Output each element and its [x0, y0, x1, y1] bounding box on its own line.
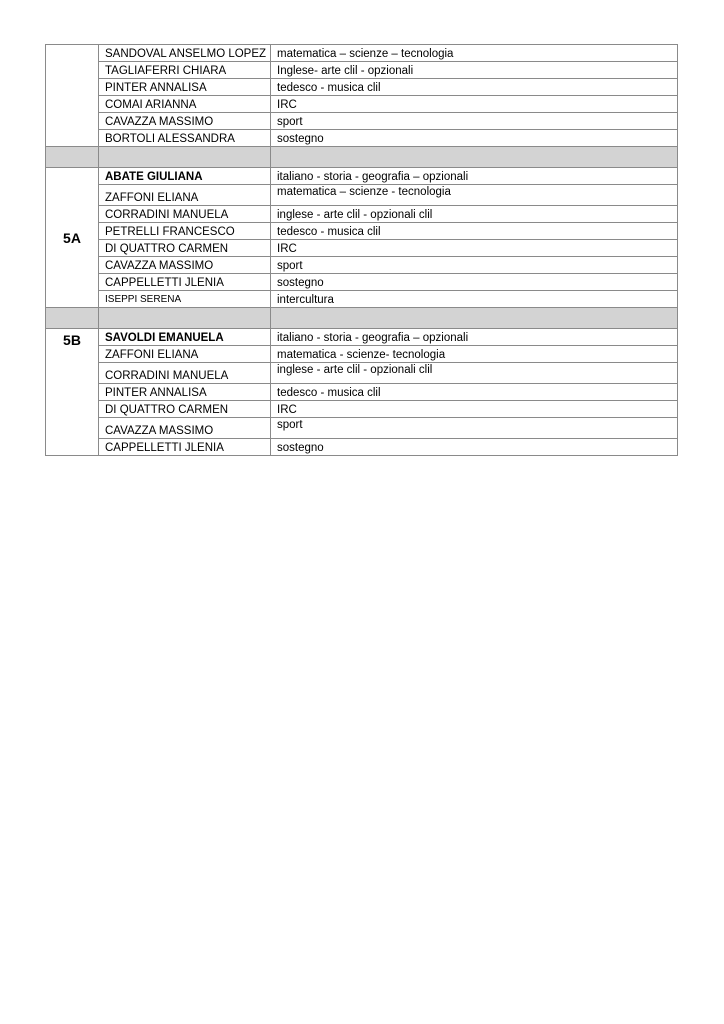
table-row [46, 291, 678, 308]
table-row [46, 113, 678, 130]
section-separator [46, 147, 678, 168]
teacher-name: COMAI ARIANNA [99, 96, 271, 113]
subject-list: sostegno [271, 274, 678, 291]
subject-list: tedesco - musica clil [271, 223, 678, 240]
teacher-name: SAVOLDI EMANUELA [99, 329, 271, 346]
teacher-name: ZAFFONI ELIANA [99, 346, 271, 363]
teacher-assignment-table [45, 44, 678, 456]
table-row [46, 418, 678, 439]
table-row [46, 363, 678, 384]
teacher-name: ISEPPI SERENA [99, 291, 271, 308]
teacher-name: CORRADINI MANUELA [99, 363, 271, 384]
section-separator [46, 308, 678, 329]
separator-cell [46, 308, 99, 329]
table-row [46, 257, 678, 274]
subject-list: IRC [271, 240, 678, 257]
teacher-name: CORRADINI MANUELA [99, 206, 271, 223]
table-row [46, 62, 678, 79]
subject-list: matematica – scienze - tecnologia [271, 185, 678, 206]
teacher-name: CAPPELLETTI JLENIA [99, 439, 271, 456]
table-row [46, 401, 678, 418]
separator-cell [99, 147, 271, 168]
table-row [46, 185, 678, 206]
subject-list: intercultura [271, 291, 678, 308]
teacher-name: CAVAZZA MASSIMO [99, 113, 271, 130]
subject-list: sport [271, 257, 678, 274]
table-row [46, 45, 678, 62]
teacher-name: DI QUATTRO CARMEN [99, 401, 271, 418]
class-label-cell: 5B [46, 329, 99, 456]
subject-list: sport [271, 113, 678, 130]
teacher-name: CAVAZZA MASSIMO [99, 418, 271, 439]
table-row [46, 79, 678, 96]
class-label-cell: 5A [46, 168, 99, 308]
subject-list: tedesco - musica clil [271, 384, 678, 401]
subject-list: sostegno [271, 130, 678, 147]
separator-cell [99, 308, 271, 329]
subject-list: inglese - arte clil - opzionali clil [271, 206, 678, 223]
table-row [46, 206, 678, 223]
separator-cell [46, 147, 99, 168]
teacher-name: PINTER ANNALISA [99, 79, 271, 96]
separator-cell [271, 147, 678, 168]
teacher-name: SANDOVAL ANSELMO LOPEZ [99, 45, 271, 62]
teacher-name: BORTOLI ALESSANDRA [99, 130, 271, 147]
table-row [46, 240, 678, 257]
table-row [46, 168, 678, 185]
subject-list: IRC [271, 401, 678, 418]
teacher-name: PINTER ANNALISA [99, 384, 271, 401]
table-row [46, 274, 678, 291]
teacher-name: CAPPELLETTI JLENIA [99, 274, 271, 291]
teacher-name: ZAFFONI ELIANA [99, 185, 271, 206]
class-label-cell [46, 45, 99, 147]
teacher-name: TAGLIAFERRI CHIARA [99, 62, 271, 79]
table-row [46, 130, 678, 147]
table-row [46, 223, 678, 240]
table-row [46, 384, 678, 401]
subject-list: IRC [271, 96, 678, 113]
table-row [46, 329, 678, 346]
teacher-name: ABATE GIULIANA [99, 168, 271, 185]
subject-list: matematica - scienze- tecnologia [271, 346, 678, 363]
teacher-name: CAVAZZA MASSIMO [99, 257, 271, 274]
subject-list: matematica – scienze – tecnologia [271, 45, 678, 62]
table-row [46, 96, 678, 113]
table-row [46, 439, 678, 456]
subject-list: sport [271, 418, 678, 439]
subject-list: Inglese- arte clil - opzionali [271, 62, 678, 79]
subject-list: inglese - arte clil - opzionali clil [271, 363, 678, 384]
subject-list: sostegno [271, 439, 678, 456]
teacher-name: PETRELLI FRANCESCO [99, 223, 271, 240]
table-row [46, 346, 678, 363]
teacher-name: DI QUATTRO CARMEN [99, 240, 271, 257]
subject-list: tedesco - musica clil [271, 79, 678, 96]
separator-cell [271, 308, 678, 329]
subject-list: italiano - storia - geografia – opzionali [271, 329, 678, 346]
subject-list: italiano - storia - geografia – opzionali [271, 168, 678, 185]
